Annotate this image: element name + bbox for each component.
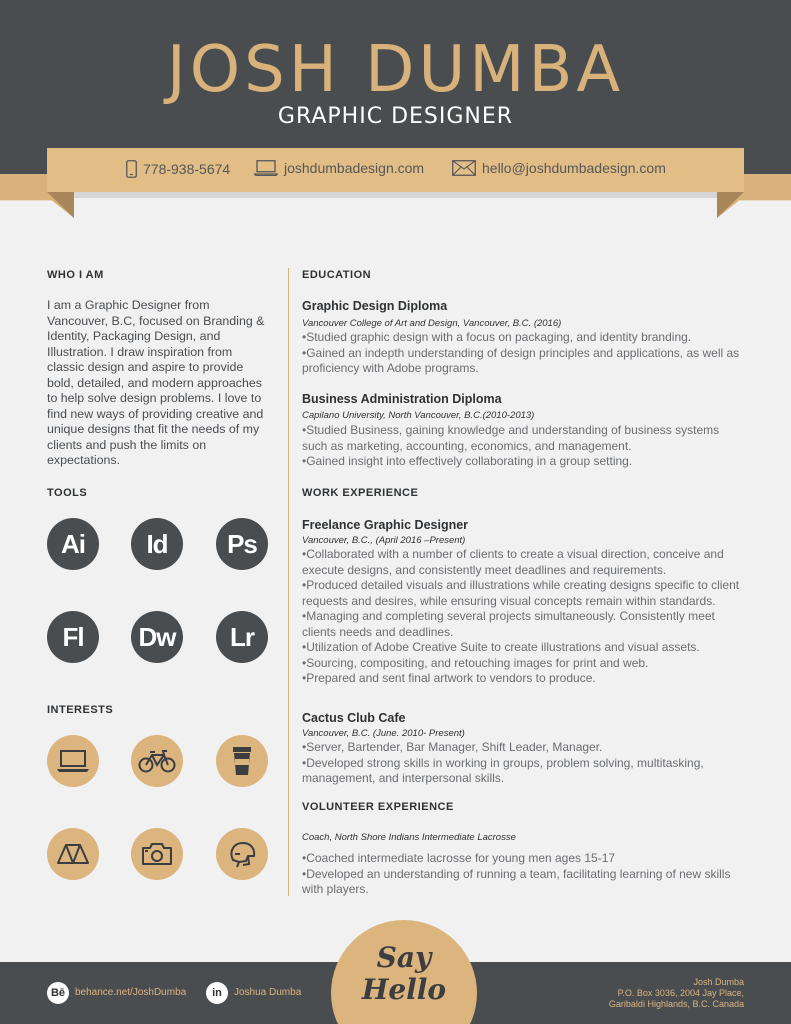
who-text: I am a Graphic Designer from Vancouver, B.C, focused on Branding & Identity, Packaging Design, and Illustration. I draw inspiration from classic design and aspire to provide bold, detailed, and modern approaches to help solve design problems. I love to find new ways of providing creative and unique designs that fit the needs of my clients and push the limits on expectations. bbox=[47, 298, 265, 467]
interest-camping bbox=[47, 828, 99, 880]
linkedin-link[interactable]: Joshua Dumba bbox=[234, 987, 302, 998]
tool-dreamweaver: Dw bbox=[131, 611, 183, 663]
interest-photography bbox=[131, 828, 183, 880]
interest-lacrosse bbox=[216, 828, 268, 880]
edu-2-sub: Capilano University, North Vancouver, B.C.(2010-2013) bbox=[302, 410, 535, 421]
column-divider bbox=[288, 268, 289, 896]
who-heading: WHO I AM bbox=[47, 269, 104, 281]
contact-phone[interactable] bbox=[126, 160, 230, 178]
say-hello-text bbox=[331, 942, 477, 1006]
work-2-sub: Vancouver, B.C. (June. 2010- Present) bbox=[302, 728, 465, 739]
interest-laptop bbox=[47, 735, 99, 787]
volunteer-sub: Coach, North Shore Indians Intermediate Lacrosse bbox=[302, 832, 516, 843]
work-1-bullets bbox=[302, 547, 742, 687]
work-heading: WORK EXPERIENCE bbox=[302, 487, 419, 499]
edu-1-title: Graphic Design Diploma bbox=[302, 299, 448, 313]
edu-2-bullets bbox=[302, 423, 742, 470]
say-hello-line2: Hello bbox=[361, 973, 447, 1006]
bullet: •Developed an understanding of running a team, facilitating learning of new skills with players. bbox=[302, 866, 731, 896]
bullet: •Utilization of Adobe Creative Suite to create illustrations and visual assets. bbox=[302, 640, 700, 654]
bullet: •Developed strong skills in working in groups, problem solving, multitasking, management, and interpersonal skills. bbox=[302, 755, 704, 785]
say-hello-line1: Say bbox=[376, 941, 432, 974]
tools-heading: TOOLS bbox=[47, 487, 88, 499]
resume-name: JOSH DUMBA bbox=[166, 33, 625, 107]
tool-illustrator: Ai bbox=[47, 518, 99, 570]
behance-link[interactable]: behance.net/JoshDumba bbox=[75, 987, 187, 998]
bullet: •Managing and completing several projects simultaneously. Consistently meet clients needs and deadlines. bbox=[302, 609, 715, 639]
phone-text: 778-938-5674 bbox=[143, 161, 231, 177]
edu-1-bullets bbox=[302, 330, 742, 377]
bullet: •Prepared and sent final artwork to vendors to produce. bbox=[302, 671, 596, 685]
interest-cycling bbox=[131, 735, 183, 787]
edu-2-title: Business Administration Diploma bbox=[302, 392, 502, 406]
website-text: joshdumbadesign.com bbox=[284, 160, 425, 176]
bullet: •Gained insight into effectively collaborating in a group setting. bbox=[302, 454, 633, 468]
contact-website[interactable] bbox=[254, 160, 424, 176]
envelope-icon bbox=[452, 160, 476, 176]
address-line1: P.O. Box 3036, 2004 Jay Place, bbox=[617, 988, 744, 998]
footer-address bbox=[560, 977, 744, 1010]
bullet: •Studied graphic design with a focus on packaging, and identity branding. bbox=[302, 330, 692, 344]
bicycle-icon bbox=[138, 749, 176, 773]
work-1-sub: Vancouver, B.C., (April 2016 –Present) bbox=[302, 535, 466, 546]
contact-email[interactable] bbox=[452, 160, 666, 176]
tool-indesign: Id bbox=[131, 518, 183, 570]
address-line2: Garibaldi Highlands, B.C. Canada bbox=[608, 999, 744, 1009]
bullet: •Server, Bartender, Bar Manager, Shift Leader, Manager. bbox=[302, 740, 603, 754]
work-2-bullets bbox=[302, 740, 742, 787]
volunteer-heading: VOLUNTEER EXPERIENCE bbox=[302, 801, 454, 813]
coffee-cup-icon bbox=[231, 746, 253, 776]
bullet: •Studied Business, gaining knowledge and understanding of business systems such as marketing, accounting, economics, and management. bbox=[302, 423, 720, 453]
bullet: •Sourcing, compositing, and retouching images for print and web. bbox=[302, 655, 649, 670]
address-name: Josh Dumba bbox=[693, 977, 744, 987]
email-text: hello@joshdumbadesign.com bbox=[482, 160, 666, 176]
behance-icon: Bē bbox=[47, 982, 69, 1004]
tool-flash: Fl bbox=[47, 611, 99, 663]
phone-icon bbox=[126, 160, 137, 178]
resume-role: GRAPHIC DESIGNER bbox=[277, 104, 514, 129]
edu-1-sub: Vancouver College of Art and Design, Vancouver, B.C. (2016) bbox=[302, 318, 562, 329]
ribbon-shadow bbox=[74, 192, 717, 198]
interest-coffee bbox=[216, 735, 268, 787]
bullet: •Produced detailed visuals and illustrations while creating designs specific to client requests and desires, while ensuring visual concepts remain within standards. bbox=[302, 578, 740, 608]
lacrosse-helmet-icon bbox=[227, 840, 257, 868]
volunteer-bullets bbox=[302, 851, 742, 898]
interests-heading: INTERESTS bbox=[47, 704, 114, 716]
laptop-icon bbox=[254, 160, 278, 176]
laptop-icon bbox=[56, 749, 90, 773]
work-2-title: Cactus Club Cafe bbox=[302, 711, 406, 725]
bullet: •Collaborated with a number of clients to create a visual direction, conceive and execute designs, and consistently meet deadlines and requirements. bbox=[302, 547, 724, 577]
tent-icon bbox=[56, 843, 90, 865]
bullet: •Coached intermediate lacrosse for young men ages 15-17 bbox=[302, 851, 616, 865]
tool-photoshop: Ps bbox=[216, 518, 268, 570]
linkedin-icon: in bbox=[206, 982, 228, 1004]
tool-lightroom: Lr bbox=[216, 611, 268, 663]
bullet: •Gained an indepth understanding of design principles and applications, as well as proficiency with Adobe programs. bbox=[302, 345, 740, 375]
camera-icon bbox=[141, 842, 173, 866]
education-heading: EDUCATION bbox=[302, 269, 372, 281]
work-1-title: Freelance Graphic Designer bbox=[302, 518, 469, 532]
